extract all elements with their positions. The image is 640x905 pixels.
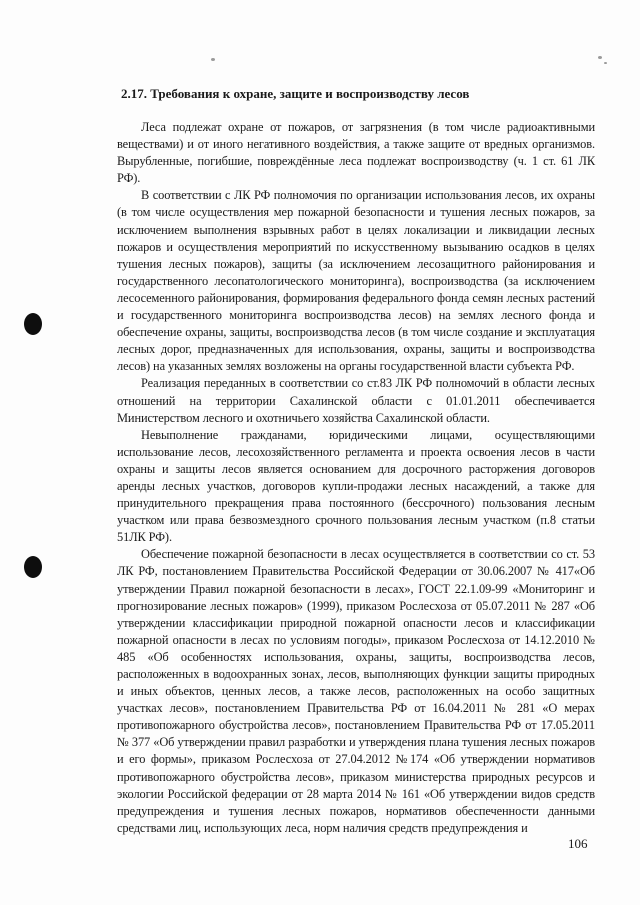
paragraph: Леса подлежат охране от пожаров, от загрязнения (в том числе радиоактивными веществами) и от иного негативного воздействия, а также защите от вредных организмов. Вырубленные, погибшие, повреждённые леса подлежат воспроизводству (ч. 1 ст. 61 ЛК РФ). [117, 120, 595, 186]
paragraph: В соответствии с ЛК РФ полномочия по организации использования лесов, их охраны (в том числе осуществления мер пожарной безопасности и тушения лесных пожаров, за исключением выполнения взрывных работ в целях локализации и ликвидации лесных пожаров и осуществления мероприятий по искусственному вызыванию осадков в целях тушения лесных пожаров), защиты (за исключением лесозащитного районирования и государственного лесопатологического мониторинга), воспроизводства (за исключением лесосеменного районирования, формирования федерального фонда семян лесных растений и государственного мониторинга воспроизводства лесов) на землях лесного фонда и обеспечение охраны, защиты, воспроизводства лесов (в том числе создание и эксплуатация лесных дорог, предназначенных для использования, охраны, защиты и воспроизводства лесов) на указанных землях возложены на органы государственной власти субъекта РФ. [117, 188, 595, 374]
paragraph: Реализация переданных в соответствии со ст.83 ЛК РФ полномочий в области лесных отношений на территории Сахалинской области с 01.01.2011 обеспечивается Министерством лесного и охотничьего хозяйства Сахалинской области. [117, 376, 595, 425]
paragraph: Невыполнение гражданами, юридическими лицами, осуществляющими использование лесов, лесохозяйственного регламента и проекта освоения лесов в части охраны и защиты лесов является основанием для досрочного расторжения договоров аренды лесных участков, договоров купли-продажи лесных насаждений, а также для принудительного прекращения права постоянного (бессрочного) пользования лесным участком или права безвозмездного срочного пользования лесным участком (п.8 статьи 51ЛК РФ). [117, 427, 595, 545]
section-heading: 2.17. Требования к охране, защите и воспроизводству лесов [121, 86, 470, 101]
binder-hole [24, 556, 42, 578]
binder-hole [24, 313, 42, 335]
page-number: 106 [568, 836, 588, 851]
scan-speck [604, 62, 607, 64]
paragraph: Обеспечение пожарной безопасности в лесах осуществляется в соответствии со ст. 53 ЛК РФ, постановлением Правительства Российской Федерации от 30.06.2007 № 417«Об утверждении Правил пожарной безопасности в лесах», ГОСТ 22.1.09-99 «Мониторинг и прогнозирование лесных пожаров» (1999), приказом Рослесхоза от 05.07.2011 № 287 «Об утверждении классификации природной пожарной опасности лесов и классификации пожарной опасности в лесах по условиям погоды», приказом Рослесхоза от 14.12.2010 № 485 «Об особенностях использования, охраны, защиты, воспроизводства лесов, расположенных в водоохранных зонах, лесов, выполняющих функции защиты природных и иных объектов, ценных лесов, а также лесов, расположенных на особо защитных участках лесов», постановлением Правительства РФ от 16.04.2011 № 281 «О мерах противопожарного обустройства лесов», постановлением Правительства РФ от 17.05.2011 № 377 «Об утверждении правил разработки и утверждения плана тушения лесных пожаров и его формы», приказом Рослесхоза от 27.04.2012 №174 «Об утверждении нормативов противопожарного обустройства лесов», приказом министерства природных ресурсов и экологии Российской федерации от 28 марта 2014 № 161 «Об утверждении видов средств предупреждения и тушения лесных пожаров, нормативов обеспеченности данными средствами лиц, использующих леса, норм наличия средств предупреждения и [117, 547, 595, 835]
scan-speck [211, 58, 215, 61]
scan-speck [598, 56, 602, 59]
page-body [117, 84, 595, 837]
